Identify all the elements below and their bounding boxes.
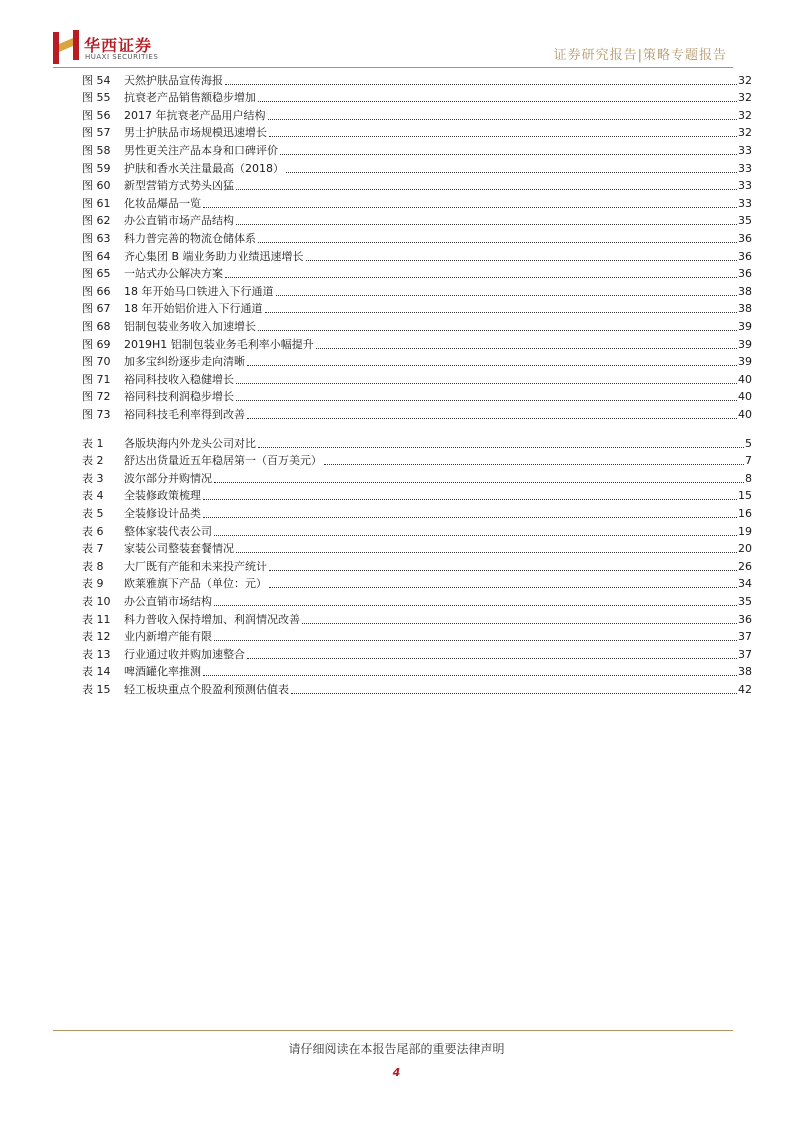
toc-leader-dots <box>236 189 737 190</box>
toc-leader-dots <box>286 172 737 173</box>
toc-entry-title: 加多宝纠纷逐步走向清晰 <box>124 355 245 369</box>
toc-leader-dots <box>247 365 737 366</box>
toc-entry-title: 裕同科技收入稳健增长 <box>124 372 234 386</box>
toc-entry-title: 18 年开始马口铁进入下行通道 <box>124 284 274 298</box>
toc-leader-dots <box>276 295 738 296</box>
toc-leader-dots <box>258 447 744 448</box>
toc-entry-number: 表 14 <box>82 665 111 679</box>
toc-entry-label <box>82 454 322 468</box>
toc-leader-dots <box>203 517 737 518</box>
toc-entry-label <box>82 542 234 556</box>
toc-entry-number: 表 15 <box>82 682 111 696</box>
toc-leader-dots <box>258 242 737 243</box>
figure-entry[interactable] <box>82 264 752 282</box>
toc-entry-page: 8 <box>745 471 752 485</box>
toc-entry-number: 表 11 <box>82 612 111 626</box>
toc-entry-title: 化妆品爆品一览 <box>124 196 201 210</box>
report-type: 证券研究报告|策略专题报告 <box>553 48 727 63</box>
figure-entry[interactable] <box>82 404 752 422</box>
figure-entry[interactable] <box>82 334 752 352</box>
figure-entry[interactable] <box>82 352 752 370</box>
toc-entry-number: 图 64 <box>82 249 111 263</box>
toc-entry-label <box>82 144 278 158</box>
toc-entry-label <box>82 355 245 369</box>
table-entry[interactable] <box>82 644 752 662</box>
toc-entry-title: 轻工板块重点个股盈利预测估值表 <box>124 682 289 696</box>
toc-entry-page: 36 <box>738 231 752 245</box>
toc-entry-title: 男士护肤品市场规模迅速增长 <box>124 126 267 140</box>
toc-entry-label <box>82 126 267 140</box>
toc-leader-dots <box>316 348 737 349</box>
toc-entry-page: 33 <box>738 143 752 157</box>
toc-entry-label <box>82 630 212 644</box>
figure-list <box>82 70 752 422</box>
figure-entry[interactable] <box>82 281 752 299</box>
toc-entry-title: 各版块海内外龙头公司对比 <box>124 436 256 450</box>
toc-entry-page: 35 <box>738 594 752 608</box>
toc-leader-dots <box>214 640 737 641</box>
toc-entry-title: 业内新增产能有限 <box>124 630 212 644</box>
figure-entry[interactable] <box>82 158 752 176</box>
toc-entry-label <box>82 437 256 451</box>
toc-entry-label <box>82 162 284 176</box>
toc-entry-page: 40 <box>738 372 752 386</box>
toc-entry-number: 表 10 <box>82 594 111 608</box>
legal-disclaimer: 请仔细阅读在本报告尾部的重要法律声明 <box>288 1042 505 1056</box>
toc-entry-title: 一站式办公解决方案 <box>124 267 223 281</box>
toc-leader-dots <box>225 277 737 278</box>
figure-entry[interactable] <box>82 88 752 106</box>
toc-entry-number: 表 3 <box>82 471 104 485</box>
toc-leader-dots <box>236 383 737 384</box>
toc-entry-title: 男性更关注产品本身和口碑评价 <box>124 143 278 157</box>
toc-entry-label <box>82 613 300 627</box>
toc-entry-number: 表 8 <box>82 559 104 573</box>
toc-entry-label <box>82 232 256 246</box>
table-entry[interactable] <box>82 486 752 504</box>
toc-entry-page: 32 <box>738 126 752 140</box>
toc-entry-label <box>82 560 267 574</box>
toc-entry-page: 39 <box>738 337 752 351</box>
toc-entry-title: 全装修政策梳理 <box>124 489 201 503</box>
toc-leader-dots <box>214 605 737 606</box>
toc-entry-label <box>82 250 304 264</box>
toc-entry-label <box>82 109 266 123</box>
table-list <box>82 433 752 697</box>
table-entry[interactable] <box>82 503 752 521</box>
toc-entry-page: 16 <box>738 506 752 520</box>
toc-entry-page: 38 <box>738 284 752 298</box>
toc-entry-number: 图 63 <box>82 231 111 245</box>
toc-leader-dots <box>236 400 737 401</box>
figure-entry[interactable] <box>82 140 752 158</box>
page-number: 4 <box>392 1066 401 1079</box>
toc-entry-label <box>82 408 245 422</box>
toc-entry-page: 38 <box>738 302 752 316</box>
toc-entry-number: 表 13 <box>82 647 111 661</box>
table-entry[interactable] <box>82 627 752 645</box>
toc-entry-number: 图 58 <box>82 143 111 157</box>
toc-entry-title: 整体家装代表公司 <box>124 524 212 538</box>
toc-leader-dots <box>306 260 737 261</box>
toc-entry-page: 32 <box>738 108 752 122</box>
toc-entry-page: 32 <box>738 73 752 87</box>
toc-entry-title: 裕同科技毛利率得到改善 <box>124 407 245 421</box>
toc-leader-dots <box>269 136 737 137</box>
toc-entry-number: 表 12 <box>82 630 111 644</box>
toc-entry-number: 表 2 <box>82 454 104 468</box>
toc-leader-dots <box>203 499 737 500</box>
toc-leader-dots <box>269 587 737 588</box>
toc-entry-number: 图 61 <box>82 196 111 210</box>
toc-entry-page: 39 <box>738 319 752 333</box>
toc-entry-page: 33 <box>738 196 752 210</box>
table-entry[interactable] <box>82 662 752 680</box>
toc-entry-label <box>82 648 245 662</box>
figure-entry[interactable] <box>82 193 752 211</box>
table-entry[interactable] <box>82 679 752 697</box>
toc-entry-title: 2017 年抗衰老产品用户结构 <box>124 108 266 122</box>
toc-entry-title: 齐心集团 B 端业务助力业绩迅速增长 <box>124 249 304 263</box>
toc-leader-dots <box>258 101 737 102</box>
toc-entry-title: 全装修设计品类 <box>124 506 201 520</box>
toc-entry-title: 抗衰老产品销售额稳步增加 <box>124 91 256 105</box>
toc-leader-dots <box>236 552 737 553</box>
toc-entry-number: 图 54 <box>82 73 111 87</box>
toc-entry-title: 天然护肤品宣传海报 <box>124 73 223 87</box>
toc-entry-number: 图 70 <box>82 355 111 369</box>
toc-entry-label <box>82 74 223 88</box>
toc-entry-label <box>82 595 212 609</box>
table-entry[interactable] <box>82 591 752 609</box>
figure-entry[interactable] <box>82 70 752 88</box>
toc-entry-page: 35 <box>738 214 752 228</box>
figure-entry[interactable] <box>82 176 752 194</box>
toc-entry-title: 办公直销市场产品结构 <box>124 214 234 228</box>
toc-leader-dots <box>236 224 737 225</box>
toc-entry-page: 7 <box>745 454 752 468</box>
toc-entry-title: 18 年开始铝价进入下行通道 <box>124 302 263 316</box>
toc-leader-dots <box>268 119 738 120</box>
table-entry[interactable] <box>82 556 752 574</box>
toc-entry-title: 欧莱雅旗下产品（单位：元） <box>124 577 267 591</box>
toc-entry-label <box>82 91 256 105</box>
toc-entry-label <box>82 472 212 486</box>
toc-entry-number: 图 57 <box>82 126 111 140</box>
toc-entry-page: 42 <box>738 682 752 696</box>
toc-entry-label <box>82 577 267 591</box>
header-divider <box>53 67 733 68</box>
toc-entry-page: 37 <box>738 647 752 661</box>
toc-entry-title: 新型营销方式势头凶猛 <box>124 179 234 193</box>
toc-entry-number: 图 68 <box>82 319 111 333</box>
toc-entry-label <box>82 373 234 387</box>
toc-leader-dots <box>203 675 737 676</box>
toc-entry-page: 26 <box>738 559 752 573</box>
toc-entry-number: 图 56 <box>82 108 111 122</box>
brand-name-en: HUAXI SECURITIES <box>85 53 159 61</box>
toc-entry-page: 37 <box>738 630 752 644</box>
toc-entry-number: 表 6 <box>82 524 104 538</box>
toc-entry-page: 36 <box>738 267 752 281</box>
toc-leader-dots <box>291 693 737 694</box>
toc-entry-page: 33 <box>738 179 752 193</box>
toc-entry-page: 40 <box>738 407 752 421</box>
table-entry[interactable] <box>82 451 752 469</box>
toc-entry-label <box>82 214 234 228</box>
figure-entry[interactable] <box>82 387 752 405</box>
table-entry[interactable] <box>82 609 752 627</box>
table-entry[interactable] <box>82 574 752 592</box>
figure-entry[interactable] <box>82 369 752 387</box>
toc-entry-page: 20 <box>738 542 752 556</box>
toc-entry-number: 表 9 <box>82 577 104 591</box>
toc-entry-page: 33 <box>738 161 752 175</box>
toc-entry-number: 图 72 <box>82 390 111 404</box>
toc-entry-label <box>82 489 201 503</box>
toc-entry-page: 38 <box>738 665 752 679</box>
toc-leader-dots <box>265 312 738 313</box>
toc-entry-label <box>82 525 212 539</box>
page-header <box>0 0 793 72</box>
toc-leader-dots <box>203 207 737 208</box>
toc-entry-title: 2019H1 铝制包装业务毛利率小幅提升 <box>124 337 314 351</box>
toc-entry-number: 表 1 <box>82 436 104 450</box>
toc-leader-dots <box>258 330 737 331</box>
figure-entry[interactable] <box>82 228 752 246</box>
toc-entry-title: 护肤和香水关注量最高（2018） <box>124 161 284 175</box>
figure-entry[interactable] <box>82 299 752 317</box>
toc-entry-number: 图 73 <box>82 407 111 421</box>
toc-leader-dots <box>302 623 737 624</box>
table-entry[interactable] <box>82 521 752 539</box>
toc-leader-dots <box>247 418 737 419</box>
toc-entry-label <box>82 338 314 352</box>
toc-entry-title: 铝制包装业务收入加速增长 <box>124 319 256 333</box>
figure-entry[interactable] <box>82 123 752 141</box>
toc-entry-number: 图 60 <box>82 179 111 193</box>
figure-entry[interactable] <box>82 211 752 229</box>
huaxi-logo-icon <box>53 30 79 64</box>
toc-leader-dots <box>247 658 737 659</box>
toc-entry-label <box>82 320 256 334</box>
toc-entry-label <box>82 197 201 211</box>
toc-entry-label <box>82 285 274 299</box>
toc-leader-dots <box>225 84 737 85</box>
table-entry[interactable] <box>82 539 752 557</box>
toc-entry-label <box>82 267 223 281</box>
toc-entry-number: 图 66 <box>82 284 111 298</box>
toc-entry-page: 34 <box>738 577 752 591</box>
toc-leader-dots <box>269 570 737 571</box>
toc-entry-title: 家装公司整装套餐情况 <box>124 542 234 556</box>
toc-leader-dots <box>214 482 744 483</box>
toc-entry-title: 行业通过收并购加速整合 <box>124 647 245 661</box>
toc-entry-title: 大厂既有产能和未来投产统计 <box>124 559 267 573</box>
toc-entry-number: 图 65 <box>82 267 111 281</box>
toc-entry-page: 40 <box>738 390 752 404</box>
toc-entry-label <box>82 179 234 193</box>
toc-leader-dots <box>324 464 744 465</box>
toc-entry-label <box>82 507 201 521</box>
toc-entry-number: 表 7 <box>82 542 104 556</box>
toc-entry-number: 图 67 <box>82 302 111 316</box>
toc-entry-number: 表 5 <box>82 506 104 520</box>
toc-entry-title: 科力普完善的物流仓储体系 <box>124 231 256 245</box>
brand-name-cn: 华西证券 <box>84 36 153 55</box>
toc-entry-title: 裕同科技利润稳步增长 <box>124 390 234 404</box>
toc-entry-label <box>82 683 289 697</box>
toc-entry-number: 图 59 <box>82 161 111 175</box>
toc-entry-page: 36 <box>738 249 752 263</box>
figure-entry[interactable] <box>82 246 752 264</box>
figure-entry[interactable] <box>82 316 752 334</box>
toc-entry-title: 办公直销市场结构 <box>124 594 212 608</box>
toc-leader-dots <box>280 154 737 155</box>
toc-entry-page: 36 <box>738 612 752 626</box>
toc-entry-page: 5 <box>745 436 752 450</box>
toc-entry-page: 32 <box>738 91 752 105</box>
toc-entry-title: 舒达出货量近五年稳居第一（百万美元） <box>124 454 322 468</box>
toc-entry-label <box>82 390 234 404</box>
toc-entry-title: 科力普收入保持增加、利润情况改善 <box>124 612 300 626</box>
toc-entry-page: 39 <box>738 355 752 369</box>
toc-entry-number: 图 69 <box>82 337 111 351</box>
toc-entry-page: 19 <box>738 524 752 538</box>
toc-entry-label <box>82 302 263 316</box>
toc-entry-number: 图 62 <box>82 214 111 228</box>
toc-entry-title: 啤酒罐化率推测 <box>124 665 201 679</box>
toc-leader-dots <box>214 535 737 536</box>
footer-divider <box>53 1030 733 1031</box>
toc-entry-page: 15 <box>738 489 752 503</box>
table-entry[interactable] <box>82 433 752 451</box>
toc-entry-number: 图 55 <box>82 91 111 105</box>
toc-entry-number: 图 71 <box>82 372 111 386</box>
toc-entry-title: 波尔部分并购情况 <box>124 471 212 485</box>
figure-entry[interactable] <box>82 105 752 123</box>
table-entry[interactable] <box>82 468 752 486</box>
toc-entry-number: 表 4 <box>82 489 104 503</box>
toc-entry-label <box>82 665 201 679</box>
